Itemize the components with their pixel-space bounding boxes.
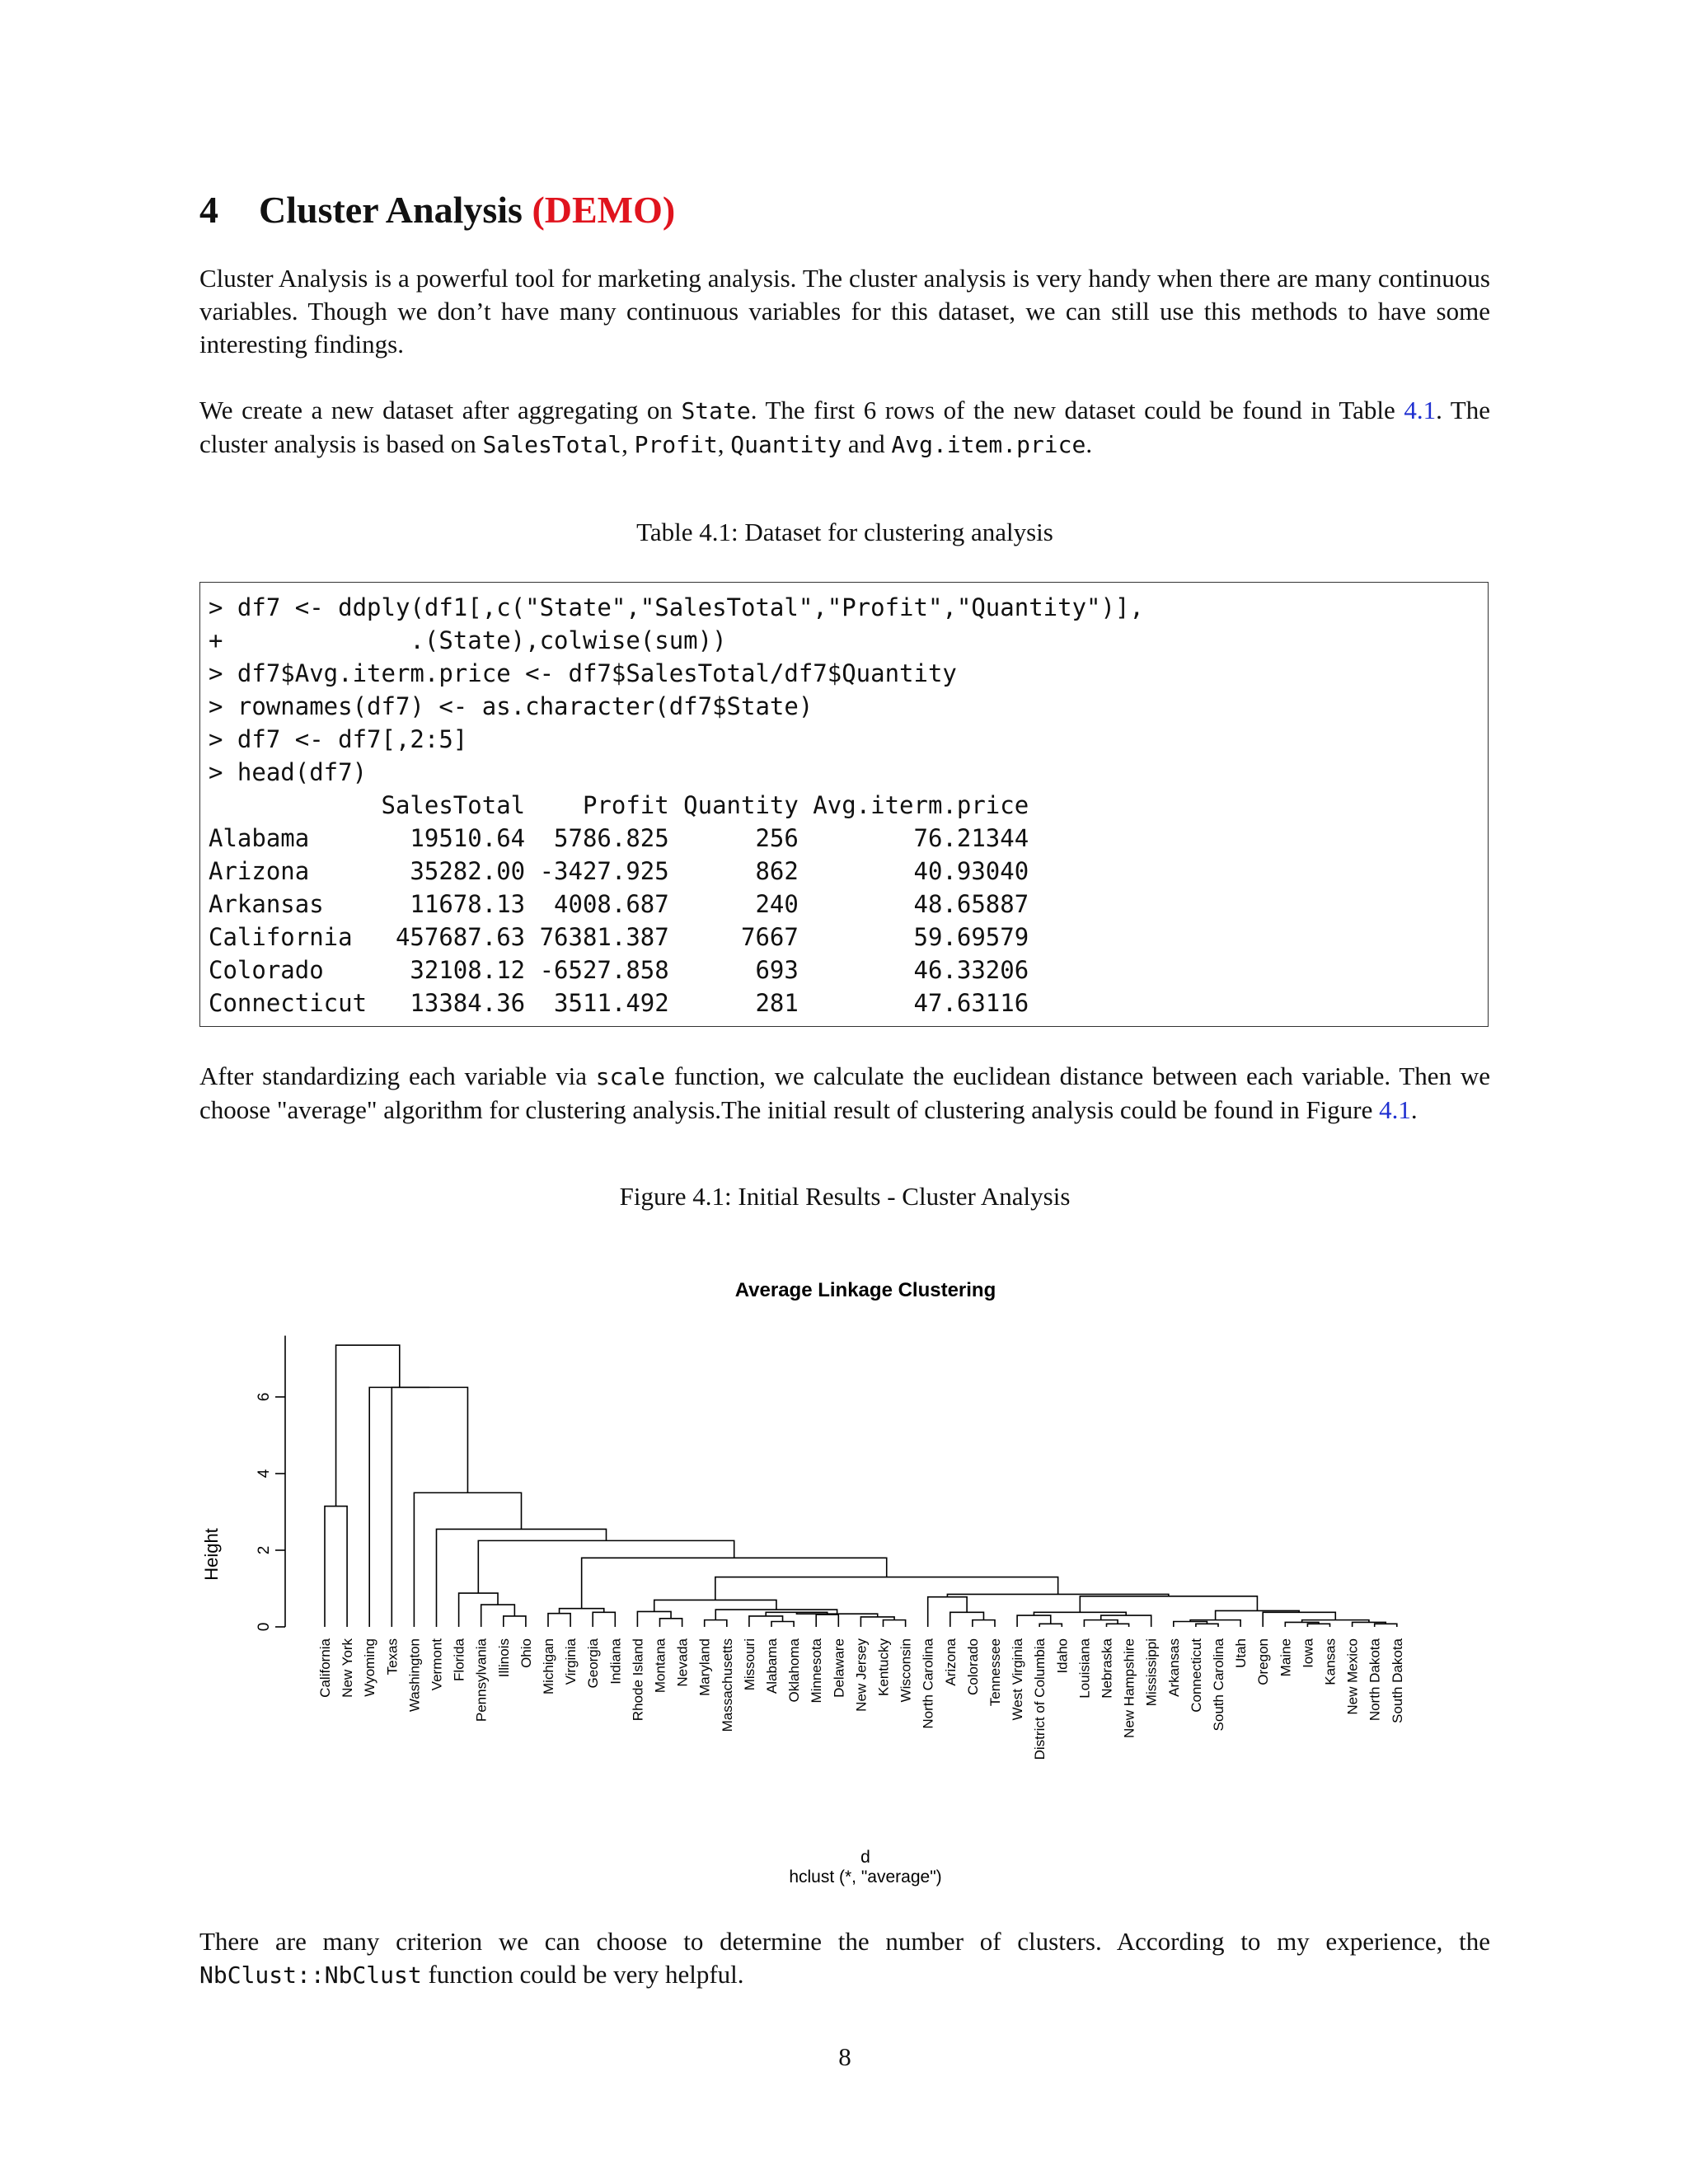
cluster-link <box>1353 1622 1386 1627</box>
y-tick-label: 0 <box>256 1622 273 1632</box>
cluster-link <box>369 1387 429 1627</box>
leaf-label: Mississippi <box>1143 1638 1160 1707</box>
cluster-link <box>660 1619 682 1627</box>
cluster-link <box>816 1615 838 1627</box>
leaf-label: Arkansas <box>1165 1638 1182 1697</box>
text-run: . <box>1410 1095 1418 1124</box>
text-run: . The first 6 rows of the new dataset could be found in Table <box>750 396 1404 424</box>
code-line: California 457687.63 76381.387 7667 59.69579 <box>209 923 1029 951</box>
leaf-label: Minnesota <box>809 1638 825 1704</box>
cluster-link <box>1285 1622 1319 1627</box>
cluster-link <box>1107 1624 1129 1627</box>
leaf-label: New York <box>340 1638 356 1698</box>
code-line: + .(State),colwise(sum)) <box>209 626 727 654</box>
y-tick-label: 4 <box>256 1469 273 1479</box>
code-state: State <box>681 397 751 424</box>
section-number: 4 <box>199 189 218 231</box>
leaf-label: Colorado <box>964 1638 981 1695</box>
dendrogram-chart <box>199 1236 1490 1887</box>
cluster-link <box>637 1611 671 1627</box>
text-run: function could be very helpful. <box>421 1960 744 1989</box>
leaf-label: Montana <box>652 1638 668 1694</box>
text-run: function, we calculate the euclidean distance between each variable. Then we choose "average" algorithm for clustering analysis.The initial result of clustering analysis could be found in Figure <box>199 1062 1490 1124</box>
leaf-label: Utah <box>1233 1638 1250 1668</box>
leaf-label: Washington <box>406 1638 423 1713</box>
figure-caption: Figure 4.1: Initial Results - Cluster Analysis <box>619 1182 1071 1211</box>
cluster-link <box>1307 1624 1329 1627</box>
leaf-label: Florida <box>451 1638 467 1681</box>
cluster-link <box>860 1617 894 1627</box>
intro-paragraph: Cluster Analysis is a powerful tool for marketing analysis. The cluster analysis is very handy when there are many continuous variables. Though we don’t have many continuous variables for this dataset, we can still use this methods to have some interesting findings. <box>199 264 1490 359</box>
leaf-label: Nevada <box>674 1638 691 1687</box>
cluster-link <box>1039 1624 1062 1627</box>
code-line: > df7$Avg.iterm.price <- df7$SalesTotal/df7$Quantity <box>209 659 957 687</box>
cluster-link <box>1196 1624 1218 1627</box>
cluster-link <box>504 1616 526 1627</box>
cluster-link <box>1017 1615 1051 1627</box>
leaf-label: Pennsylvania <box>473 1638 490 1722</box>
cluster-link <box>715 1577 1058 1601</box>
cluster-link <box>478 1540 734 1593</box>
code-line: > df7 <- df7[,2:5] <box>209 725 468 753</box>
cluster-link <box>593 1612 615 1627</box>
cluster-link <box>548 1614 570 1627</box>
code-line: > head(df7) <box>209 758 368 786</box>
code-avg-item-price: Avg.item.price <box>891 431 1086 458</box>
leaf-label: South Dakota <box>1389 1638 1405 1724</box>
leaf-label: Tennessee <box>987 1638 1003 1707</box>
cluster-link <box>414 1493 521 1627</box>
leaf-label: Virginia <box>563 1638 579 1685</box>
text-run: and <box>842 429 892 458</box>
cluster-link <box>1101 1615 1151 1627</box>
leaf-label: Missouri <box>741 1638 757 1691</box>
leaf-label: Indiana <box>607 1638 624 1685</box>
cluster-link <box>705 1620 727 1627</box>
code-output <box>200 583 1488 1019</box>
leaf-label: West Virginia <box>1010 1638 1026 1721</box>
code-line: SalesTotal Profit Quantity Avg.iterm.price <box>209 791 1029 819</box>
code-profit: Profit <box>634 431 718 458</box>
cluster-link <box>336 1345 400 1506</box>
leaf-label: Louisiana <box>1076 1638 1093 1699</box>
cluster-link <box>771 1621 794 1627</box>
cluster-link <box>392 1387 467 1627</box>
code-scale: scale <box>595 1063 666 1090</box>
leaf-label: Kansas <box>1322 1638 1339 1685</box>
cluster-link <box>973 1620 995 1627</box>
dataset-paragraph <box>199 394 1490 462</box>
cluster-link <box>884 1620 906 1627</box>
leaf-label: Arizona <box>942 1638 959 1686</box>
conclusion-paragraph <box>199 1925 1490 1992</box>
text-run: , <box>621 429 635 458</box>
leaf-label: New Mexico <box>1344 1638 1361 1715</box>
leaf-label: Connecticut <box>1188 1638 1204 1713</box>
page-number: 8 <box>838 2042 851 2071</box>
text-run: We create a new dataset after aggregating on <box>199 396 682 424</box>
leaf-label: New Jersey <box>853 1638 870 1712</box>
leaf-label: Georgia <box>585 1638 602 1689</box>
cluster-link <box>1080 1596 1257 1613</box>
leaf-label: Idaho <box>1054 1638 1071 1674</box>
leaf-label: District of Columbia <box>1032 1638 1048 1760</box>
section-heading <box>199 188 675 232</box>
code-quantity: Quantity <box>730 431 842 458</box>
text-run: After standardizing each variable via <box>199 1062 596 1090</box>
leaf-label: Oregon <box>1255 1638 1272 1685</box>
text-run: There are many criterion we can choose to determine the number of clusters. According to my experience, the <box>199 1927 1490 1956</box>
code-line: Alabama 19510.64 5786.825 256 76.21344 <box>209 824 1029 852</box>
leaf-label: Iowa <box>1300 1638 1316 1668</box>
code-salestotal: SalesTotal <box>482 431 622 458</box>
leaf-label: Wisconsin <box>898 1638 914 1703</box>
leaf-label: Texas <box>384 1638 401 1675</box>
code-line: > rownames(df7) <- as.character(df7$State) <box>209 692 814 720</box>
leaf-label: Illinois <box>495 1638 512 1678</box>
leaf-label: Oklahoma <box>786 1638 803 1703</box>
code-block <box>199 582 1489 1027</box>
y-tick-label: 6 <box>256 1392 273 1402</box>
leaf-label: Ohio <box>518 1638 534 1668</box>
section-title: Cluster Analysis <box>259 189 523 231</box>
leaf-label: North Carolina <box>920 1638 936 1729</box>
dendrogram-links <box>325 1345 1397 1627</box>
leaf-label: New Hampshire <box>1121 1638 1137 1738</box>
code-line: > df7 <- ddply(df1[,c("State","SalesTotal","Profit","Quantity")], <box>209 593 1144 621</box>
method-sublabel: hclust (*, "average") <box>789 1868 942 1886</box>
leaf-label: Delaware <box>831 1638 847 1698</box>
cluster-link <box>582 1558 887 1608</box>
figure-ref-link[interactable]: 4.1 <box>1379 1095 1411 1124</box>
leaf-label: Rhode Island <box>630 1638 646 1722</box>
demo-tag: (DEMO) <box>532 189 676 231</box>
chart-title: Average Linkage Clustering <box>734 1279 996 1301</box>
leaf-label: Massachusetts <box>719 1638 735 1732</box>
leaf-labels <box>317 1638 1405 1760</box>
method-paragraph <box>199 1060 1490 1127</box>
y-tick-label: 2 <box>256 1545 273 1555</box>
cluster-link <box>437 1529 607 1627</box>
code-line: Colorado 32108.12 -6527.858 693 46.33206 <box>209 956 1029 984</box>
y-axis-label: Height <box>201 1528 222 1581</box>
x-axis-label: d <box>860 1848 870 1867</box>
leaf-label: Alabama <box>764 1638 780 1694</box>
text-run: . <box>1085 429 1093 458</box>
cluster-link <box>1375 1624 1397 1627</box>
leaf-label: Nebraska <box>1099 1638 1115 1699</box>
leaf-label: Michigan <box>541 1638 556 1695</box>
code-line: Arkansas 11678.13 4008.687 240 48.65887 <box>209 890 1029 918</box>
text-run: , <box>717 429 731 458</box>
cluster-link <box>325 1507 347 1627</box>
y-axis <box>256 1336 285 1632</box>
leaf-label: South Carolina <box>1211 1638 1226 1732</box>
table-ref-link[interactable]: 4.1 <box>1404 396 1437 424</box>
cluster-link <box>459 1593 498 1627</box>
leaf-label: Kentucky <box>875 1638 892 1696</box>
code-nbclust: NbClust::NbClust <box>199 1961 422 1989</box>
code-line: Arizona 35282.00 -3427.925 862 40.93040 <box>209 857 1029 885</box>
code-line: Connecticut 13384.36 3511.492 281 47.63116 <box>209 989 1029 1017</box>
leaf-label: Maine <box>1278 1638 1294 1677</box>
leaf-label: California <box>317 1638 333 1698</box>
leaf-label: Maryland <box>696 1638 713 1696</box>
leaf-label: Wyoming <box>362 1638 378 1697</box>
text-run: . The cluster analysis is based on <box>199 396 1490 458</box>
table-caption: Table 4.1: Dataset for clustering analysis <box>636 518 1053 546</box>
leaf-label: Vermont <box>429 1638 445 1691</box>
leaf-label: North Dakota <box>1367 1638 1383 1722</box>
